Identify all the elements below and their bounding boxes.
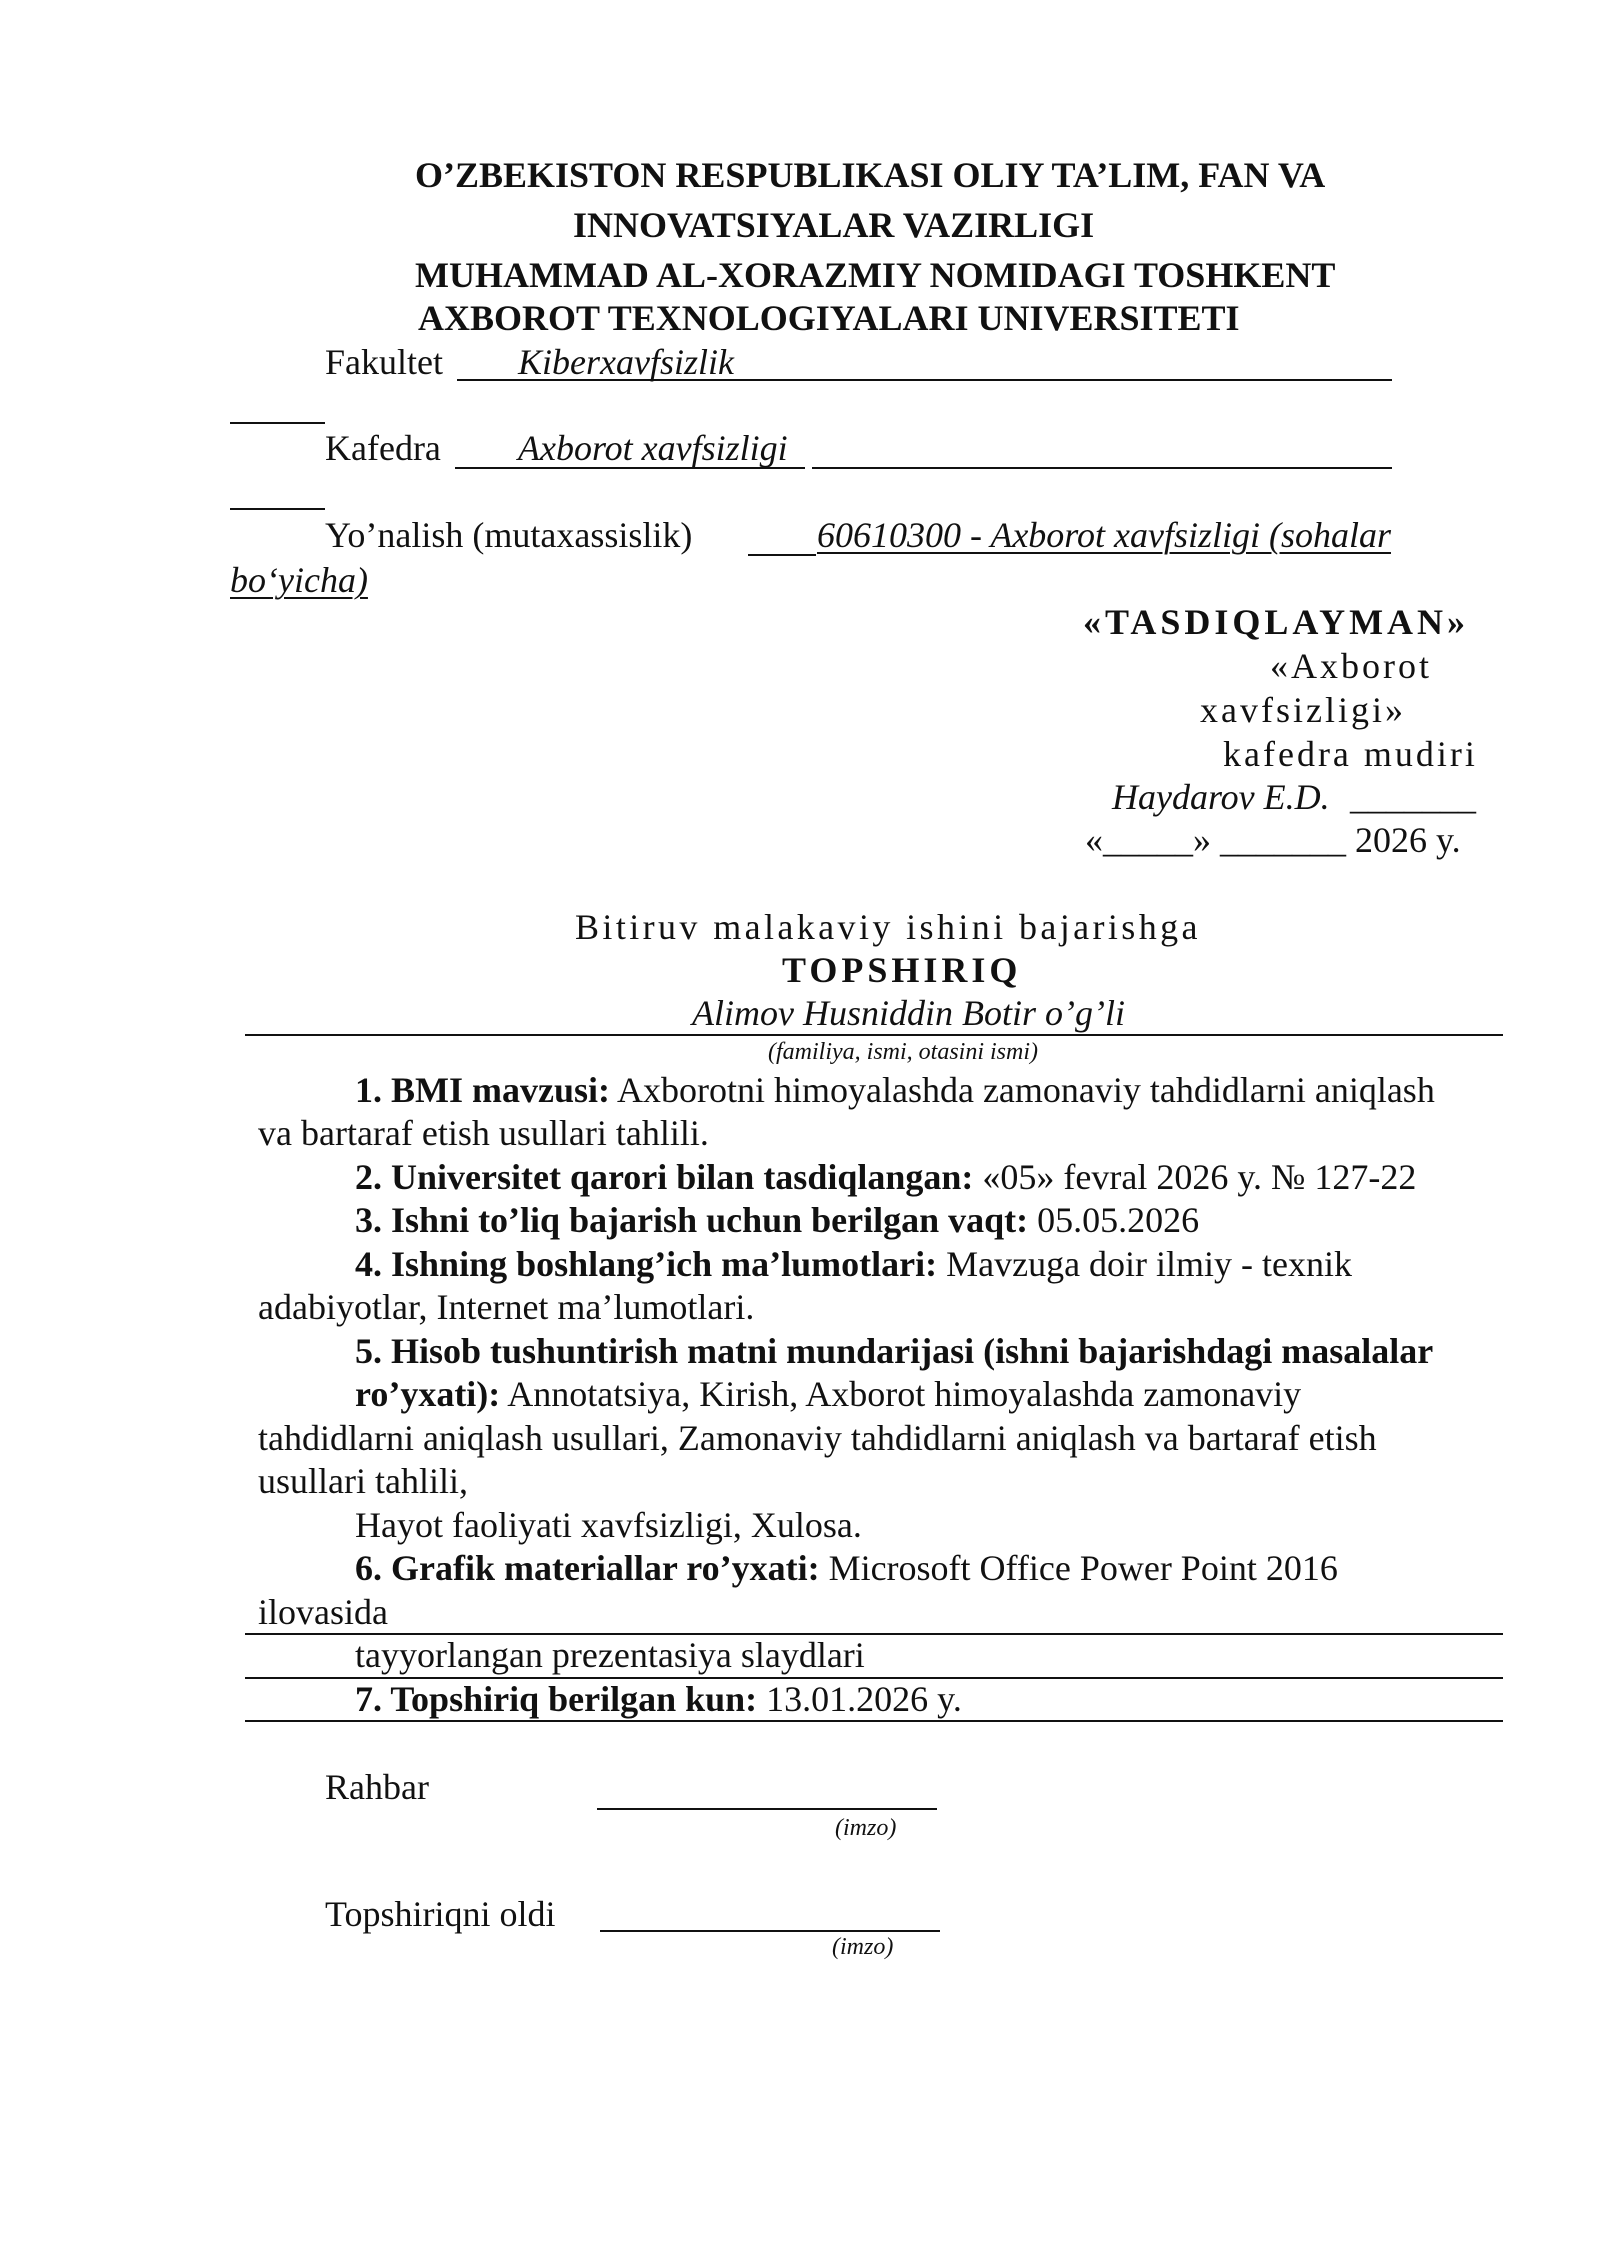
item-5-label-line1: 5. Hisob tushuntirish matni mundarijasi (ishni bajarishdagi masalalar: [355, 1331, 1434, 1371]
item-3-text: 05.05.2026: [1028, 1200, 1200, 1240]
approver-name: Haydarov E.D.: [1112, 777, 1330, 817]
item-2-label: 2. Universitet qarori bilan tasdiqlangan:: [355, 1157, 974, 1197]
direction-value-line2: bo‘yicha): [230, 560, 368, 600]
item-5-continuation-3: Hayot faoliyati xavfsizligi, Xulosa.: [355, 1505, 862, 1545]
task-intro: Bitiruv malakaviy ishini bajarishga: [575, 907, 1201, 947]
faculty-label: Fakultet: [325, 342, 443, 382]
item-6-label: 6. Grafik materiallar ro’yxati:: [355, 1548, 820, 1588]
direction-value-line1: 60610300 - Axborot xavfsizligi (sohalar: [817, 515, 1391, 555]
item-2-text: «05» fevral 2026 y. № 127-22: [973, 1157, 1417, 1197]
item-5-label-line2: ro’yxati):: [355, 1374, 501, 1414]
direction-underline-lead: [748, 554, 816, 556]
supervisor-signature-line: [597, 1808, 937, 1810]
item-5: [355, 1374, 1301, 1414]
department-underline-right: [812, 467, 1392, 469]
student-underline: [245, 1034, 1503, 1036]
faculty-value: Kiberxavfsizlik: [518, 342, 734, 382]
item-7: [355, 1679, 962, 1719]
item-5-continuation-1: tahdidlarni aniqlash usullari, Zamonaviy tahdidlarni aniqlash va bartaraf etish: [258, 1418, 1377, 1458]
item-4-text: Mavzuga doir ilmiy - texnik: [937, 1244, 1353, 1284]
approval-line3: kafedra mudiri: [1223, 734, 1478, 774]
faculty-continuation-line: [230, 422, 325, 424]
item-1-text: Axborotni himoyalashda zamonaviy tahdidlarni aniqlash: [610, 1070, 1435, 1110]
item-7-underline: [245, 1720, 1503, 1722]
item-7-label: 7. Topshiriq berilgan kun:: [355, 1679, 758, 1719]
item-5-continuation-2: usullari tahlili,: [258, 1461, 468, 1501]
item-4-label: 4. Ishning boshlang’ich ma’lumotlari:: [355, 1244, 938, 1284]
item-6: [355, 1548, 1338, 1588]
received-signature-line: [600, 1930, 940, 1932]
item-4: [355, 1244, 1352, 1284]
item-2: [355, 1157, 1416, 1197]
student-caption: (familiya, ismi, otasini ismi): [768, 1039, 1038, 1065]
direction-label: Yo’nalish (mutaxassislik): [325, 515, 693, 555]
task-title: TOPSHIRIQ: [782, 950, 1022, 990]
supervisor-signature-caption: (imzo): [835, 1815, 897, 1841]
ministry-title-line2: INNOVATSIYALAR VAZIRLIGI: [573, 205, 1095, 245]
received-label: Topshiriqni oldi: [325, 1894, 556, 1934]
approval-date-line: «_____» _______ 2026 y.: [1085, 820, 1461, 860]
department-label: Kafedra: [325, 428, 441, 468]
university-title-line2: AXBOROT TEXNOLOGIYALARI UNIVERSITETI: [418, 298, 1240, 338]
item-3-label: 3. Ishni to’liq bajarish uchun berilgan vaqt:: [355, 1200, 1029, 1240]
item-7-text: 13.01.2026 y.: [757, 1679, 962, 1719]
student-name: Alimov Husniddin Botir o’g’li: [692, 993, 1125, 1033]
item-4-continuation: adabiyotlar, Internet ma’lumotlari.: [258, 1287, 755, 1327]
department-continuation-line: [230, 508, 325, 510]
item-6-continuation-2: tayyorlangan prezentasiya slaydlari: [355, 1635, 865, 1675]
department-underline-left: [455, 467, 805, 469]
approver-signature-blank: _______: [1350, 777, 1476, 817]
approval-title: «TASDIQLAYMAN»: [1083, 602, 1470, 642]
item-6-text: Microsoft Office Power Point 2016: [819, 1548, 1338, 1588]
approval-line1: «Axborot: [1270, 646, 1432, 686]
faculty-underline: [457, 379, 1392, 381]
supervisor-label: Rahbar: [325, 1767, 429, 1807]
item-1: [355, 1070, 1435, 1110]
ministry-title-line1: O’ZBEKISTON RESPUBLIKASI OLIY TA’LIM, FAN VA: [415, 155, 1326, 195]
item-1-continuation: va bartaraf etish usullari tahlili.: [258, 1113, 709, 1153]
department-value: Axborot xavfsizligi: [518, 428, 788, 468]
university-title-line1: MUHAMMAD AL-XORAZMIY NOMIDAGI TOSHKENT: [415, 255, 1336, 295]
approval-line2: xavfsizligi»: [1200, 690, 1406, 730]
item-6-continuation-1: ilovasida: [258, 1592, 388, 1632]
item-1-label: 1. BMI mavzusi:: [355, 1070, 610, 1110]
received-signature-caption: (imzo): [832, 1934, 894, 1960]
item-3: [355, 1200, 1199, 1240]
item-5-text: Annotatsiya, Kirish, Axborot himoyalashda zamonaviy: [500, 1374, 1302, 1414]
